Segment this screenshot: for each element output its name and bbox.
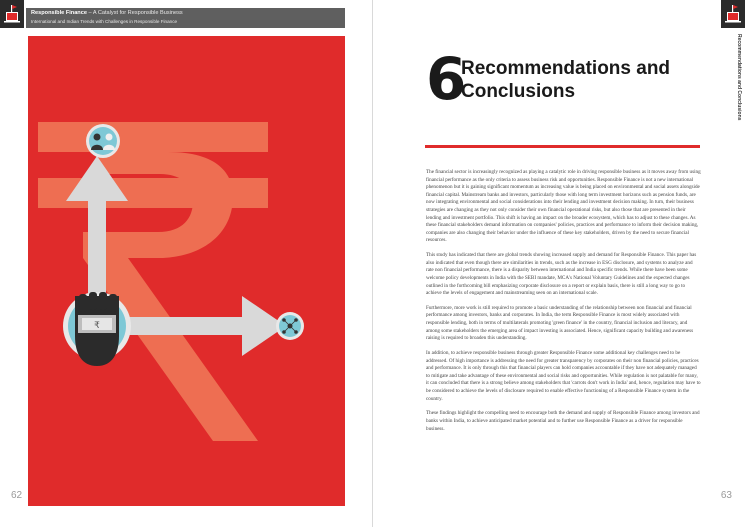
left-page [0,0,372,527]
paragraph: In addition, to achieve responsible business through greater Responsible Finance some additional key challenges need to be addressed. Of high importance is addressing the need for greater transparency by corporates on their non financial policies, practices and performance. It is only through this that financial players can hold companies accountable if they have not adequately managed to mitigate and take advantage of these environmental and social risks and opportunities. While regulation is not palatable for many, it can concluded that there is a strong believe among stakeholders that 'carrots don't work in India' and, hence, regulation may have to be considered to achieve the levels of disclosure required to enable effective functioning of a Responsible Finance system in the country. [426,350,701,402]
paragraph: This study has indicated that there are global trends showing increased supply and demand for Responsible Finance. This paper has also indicated that even though there are similarities in trends, such as the increase in ESG disclosure, and systems to analyze and rate non financial performance, there is a disparity between international and India specific trends. While there have been some welcome policy developments in India with the SEBI mandate, MCA's National Voluntary Guidelines and the expected changes outlined in the forthcoming bill emphasizing corporate disclosure on a report or explain basis, there is still a long way to go to achieve the levels of engagement and mainstreaming seen on an international scale. [426,252,697,297]
header-subtitle: International and Indian Trends with Challenges in Responsible Finance [31,19,178,24]
people-circle-icon [86,124,120,158]
svg-text:₹: ₹ [94,321,100,331]
hand-money-icon [63,292,131,366]
paragraph: Furthermore, more work is still required to promote a basic understanding of the relationship between non financial and financial performance among investors, banks and corporates. In India, the term Responsible Finance is most widely associated with responsible lending, both in terms of multilaterals promoting 'green finance' in the country, financial inclusion and literacy, and among some stakeholders the emerging area of impact investing is associated. Hence, significant capacity building and awareness raising is required to broaden this understanding. [426,304,694,342]
running-header [26,8,345,28]
paragraph: The financial sector is increasingly recognized as playing a catalytic role in driving responsible business as it moves away from using financial performance as the only criteria to assess business risk and opportunities. Responsible Finance is not a new international phenomenon but it is gaining significant momentum as increasing value is being placed on environmental and social assets alongside financial capital. Mainstream banks and investors, particularly those with long term investment horizons such as pension funds, are now integrating environmental and social considerations into their lending and investment decision making. In turn, their business strategies are changing as they not only consider their own financial operational risks, but also those that are presented in their lending and investment portfolio. This shift is having an impact on the broader ecosystem, which has to adjust to these changes. As these financial stakeholders demand information on companies' policies, practices and performance to inform their decision making, companies are also changing their behavior under the influence of these key stakeholders, driven by the need to secure financial resources. [426,169,701,244]
chapter-title-line2: Conclusions [461,81,576,102]
header-title [31,10,183,16]
page-number-left: 62 [11,490,23,501]
network-circle-icon [276,312,304,340]
page-number-right: 63 [720,490,732,501]
header-title-rest: – A Catalyst for Responsible Business [86,10,183,16]
chapter-title-line1: Recommendations and [461,58,671,79]
rupee-symbol-icon [38,122,268,441]
body-text [426,169,701,440]
title-rule [425,145,700,148]
paragraph: These findings highlight the compelling need to encourage both the demand and supply of Responsible Finance among investors and banks within India, to achieve anticipated market potential and to further use Responsible Finance as a driver for responsible business. [426,410,700,432]
chapter-illustration [28,36,345,506]
side-section-label: Recommendations and Conclusions [736,34,742,121]
chapter-title [461,57,691,103]
chapter-number: 6 [426,45,467,113]
header-title-bold: Responsible Finance [31,10,87,16]
flag-logo-icon [0,0,24,28]
flag-logo-icon-right [721,0,745,28]
